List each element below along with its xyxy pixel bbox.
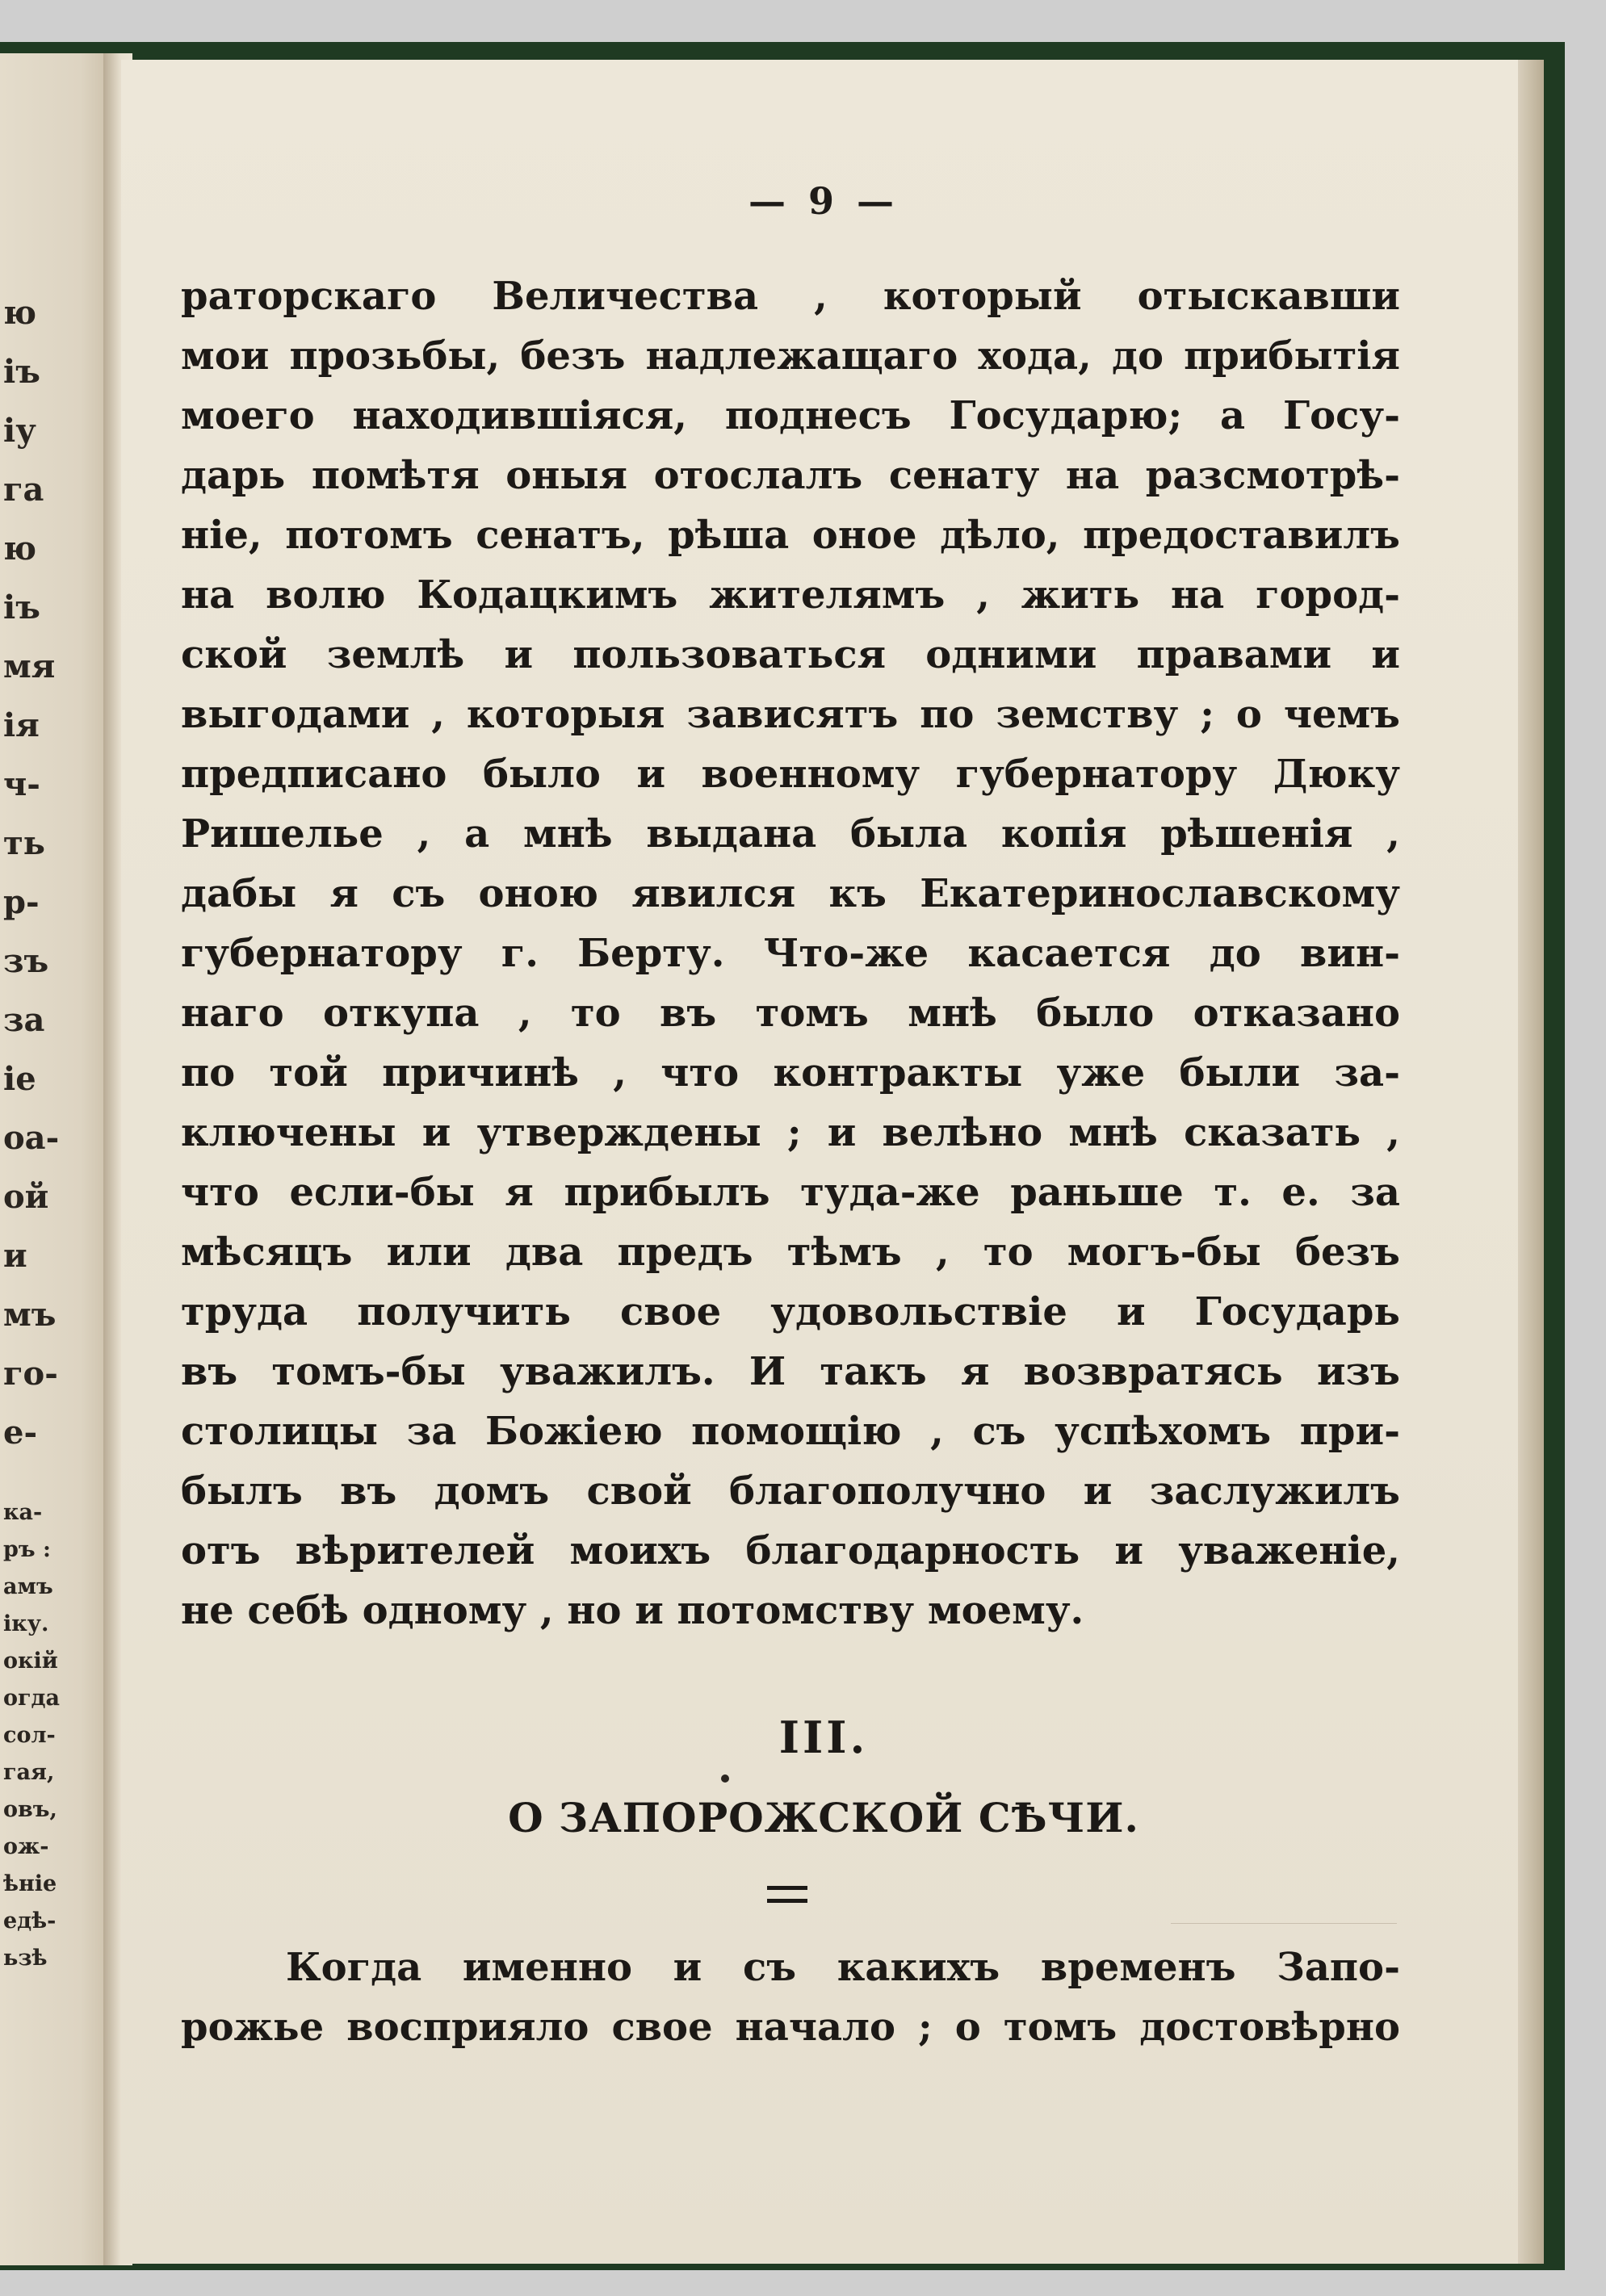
fragment: ож- (3, 1834, 49, 1859)
previous-page-small-fragments (3, 1494, 100, 1977)
ornament-dot (721, 1774, 729, 1783)
text-line: Когда именно и съ какихъ временъ Запо- (286, 1945, 1400, 1990)
faint-rule (1171, 1923, 1397, 1924)
text-line: отъ вѣрителей моихъ благодарность и уваженіе, (181, 1528, 1400, 1573)
previous-page (0, 53, 115, 2265)
fragment: ія (3, 706, 40, 744)
fragment: ю (3, 530, 37, 568)
page-number: — 9 — (748, 179, 899, 223)
text-line: не себѣ одному , но и потомству моему. (181, 1588, 1084, 1633)
fragment: іку. (3, 1611, 49, 1636)
fragment: сол- (3, 1723, 56, 1748)
fragment: ю (3, 294, 37, 332)
text-line: дарь помѣтя оныя отослалъ сенату на разсмотрѣ- (181, 453, 1400, 498)
previous-page-big-fragments (3, 283, 100, 1462)
fragment: едѣ- (3, 1908, 57, 1934)
fragment: га (3, 471, 44, 509)
text-line: по той причинѣ , что контракты уже были за- (181, 1050, 1400, 1096)
previous-page-text (3, 283, 100, 1977)
text-line: моего находившіяся, поднесъ Государю; а Госу- (181, 393, 1400, 438)
fragment: мя (3, 647, 56, 685)
fragment: за (3, 1001, 45, 1039)
fragment: мъ (3, 1296, 57, 1334)
fragment: ч- (3, 765, 40, 803)
text-line: дабы я съ оною явился къ Екатеринославскому (181, 871, 1400, 916)
text-line: рожье восприяло свое начало ; о томъ достовѣрно (181, 2005, 1400, 2050)
text-line: ніе, потомъ сенатъ, рѣша оное дѣло, предоставилъ (181, 513, 1400, 558)
double-rule-bottom (767, 1899, 807, 1903)
text-line: ключены и утверждены ; и велѣно мнѣ сказать , (181, 1110, 1400, 1155)
fragment: ть (3, 824, 45, 862)
fragment: оа- (3, 1119, 60, 1157)
fragment: ой (3, 1178, 49, 1216)
fragment: ка- (3, 1500, 43, 1525)
fragment: и (3, 1237, 27, 1275)
fragment: іъ (3, 589, 40, 626)
text-line: въ томъ-бы уважилъ. И такъ я возвратясь изъ (181, 1349, 1400, 1394)
fragment: р- (3, 883, 40, 921)
text-line: предписано было и военному губернатору Дюку (181, 752, 1400, 797)
text-line: Ришелье , а мнѣ выдана была копія рѣшенія , (181, 811, 1400, 857)
fragment: ѣніе (3, 1871, 57, 1896)
text-line: ской землѣ и пользоваться одними правами и (181, 632, 1400, 677)
fragment: ьзѣ (3, 1946, 48, 1971)
fragment: іъ (3, 353, 40, 391)
text-line: раторскаго Величества , который отыскавши (181, 274, 1400, 319)
text-line: столицы за Божіею помощію , съ успѣхомъ при- (181, 1409, 1400, 1454)
section-title: О ЗАПОРОЖСКОЙ СѢЧИ. (508, 1794, 1139, 1841)
fragment: огда (3, 1686, 61, 1711)
text-line: труда получить свое удовольствіе и Государь (181, 1289, 1400, 1334)
text-line: на волю Кодацкимъ жителямъ , жить на город- (181, 572, 1400, 618)
fragment: окій (3, 1649, 58, 1674)
double-rule-top (767, 1886, 807, 1890)
paragraph-text (181, 1938, 1400, 2057)
text-line: губернатору г. Берту. Что-же касается до вин- (181, 931, 1400, 976)
fragment: зъ (3, 942, 49, 980)
page-edge (1518, 60, 1544, 2264)
text-line: мѣсяцъ или два предъ тѣмъ , то могъ-бы безъ (181, 1230, 1400, 1275)
fragment: е- (3, 1414, 38, 1452)
fragment: овъ, (3, 1797, 57, 1822)
text-line: выгодами , которыя зависятъ по земству ; о чемъ (181, 692, 1400, 737)
text-line: былъ въ домъ свой благополучно и заслужилъ (181, 1469, 1400, 1514)
fragment: го- (3, 1355, 58, 1393)
fragment: амъ (3, 1574, 53, 1599)
fragment: іе (3, 1060, 36, 1098)
text-line: что если-бы я прибылъ туда-же раньше т. е. за (181, 1170, 1400, 1215)
text-line: мои прозьбы, безъ надлежащаго хода, до прибытія (181, 333, 1400, 379)
fragment: ръ : (3, 1537, 51, 1562)
text-line: наго откупа , то въ томъ мнѣ было отказано (181, 991, 1400, 1036)
section-numeral: III. (778, 1712, 869, 1763)
body-text (181, 266, 1400, 1640)
fragment: гая, (3, 1760, 55, 1785)
fragment: іу (3, 412, 36, 450)
